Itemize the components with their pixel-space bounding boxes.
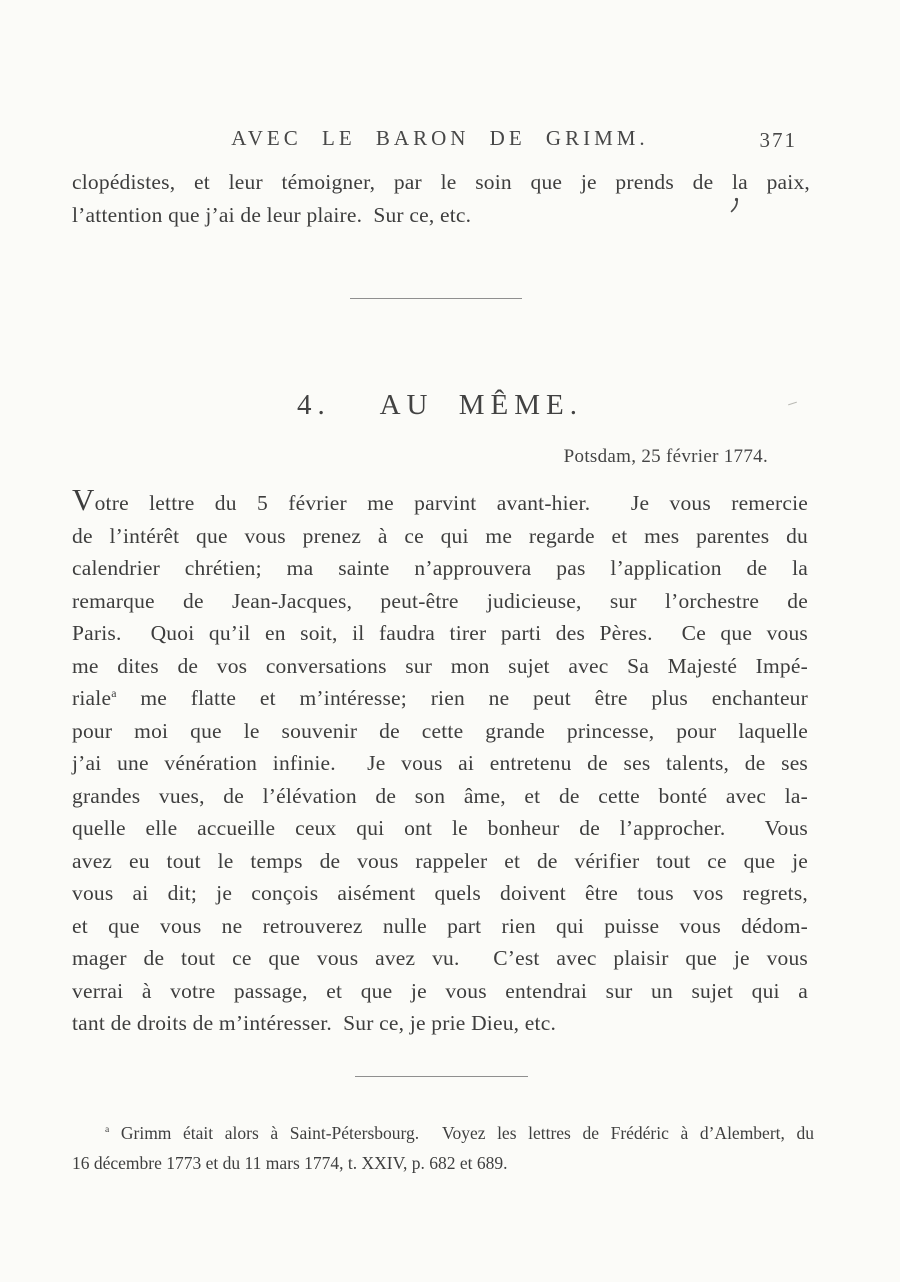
text-line: j’ai une vénération infinie. Je vous ai entretenu de ses talents, de ses — [72, 751, 808, 775]
letter-body — [72, 484, 808, 1040]
running-title: AVEC LE BARON DE GRIMM. — [231, 126, 649, 150]
letter-dateline: Potsdam, 25 février 1774. — [563, 446, 768, 467]
text-line: 16 décembre 1773 et du 11 mars 1774, t. XXIV, p. 682 et 689. — [72, 1153, 508, 1173]
text-line: verrai à votre passage, et que je vous entendrai sur un sujet qui a — [72, 978, 808, 1003]
text-line: mager de tout ce que vous avez vu. C’est avec plaisir que je vous — [72, 946, 808, 970]
footnote-divider — [355, 1076, 528, 1077]
text-line: Paris. Quoi qu’il en soit, il faudra tirer parti des Pères. Ce que vous — [72, 621, 808, 645]
text-line: Votre lettre du 5 février me parvint avant-hier. Je vous remercie — [72, 482, 808, 517]
text-line: clopédistes, et leur témoigner, par le soin que je prends de la paix, — [72, 170, 810, 194]
text-line: quelle elle accueille ceux qui ont le bonheur de l’approcher. Vous — [72, 816, 808, 840]
text-line: riale$^a$ me flatte et m’intéresse; rien ne peut être plus enchanteur — [72, 685, 808, 710]
text-line: avez eu tout le temps de vous rappeler et de vérifier tout ce que je — [72, 848, 808, 873]
text-line: me dites de vos conversations sur mon sujet avec Sa Majesté Impé- — [72, 653, 808, 678]
text-line: pour moi que le souvenir de cette grande princesse, pour laquelle — [72, 718, 808, 743]
page-number: 371 — [759, 128, 797, 152]
text-line: tant de droits de m’intéresser. Sur ce, je prie Dieu, etc. — [72, 1011, 557, 1035]
ink-speck — [729, 197, 740, 219]
text-line: l’attention que j’ai de leur plaire. Sur ce, etc. — [72, 203, 472, 227]
footnote-marker: a — [111, 685, 117, 700]
text-line: grandes vues, de l’élévation de son âme, et de cette bonté avec la- — [72, 783, 808, 808]
section-divider — [350, 298, 522, 299]
intro-paragraph — [72, 166, 810, 232]
footnote-marker: a — [105, 1124, 110, 1136]
text-line: $^a$ Grimm était alors à Saint-Pétersbourg. Voyez les lettres de Frédéric à d’Alembert, du — [105, 1123, 814, 1143]
text-line: et que vous ne retrouverez nulle part rien qui puisse vous dédom- — [72, 913, 808, 938]
letter-heading: 4. AU MÊME. — [296, 389, 584, 421]
ink-speck-shape — [729, 197, 740, 214]
text-line: vous ai dit; je conçois aisément quels doivent être tous vos regrets, — [72, 881, 808, 905]
text-line: de l’intérêt que vous prenez à ce qui me regarde et mes parentes du — [72, 523, 808, 548]
text-line: calendrier chrétien; ma sainte n’approuvera pas l’application de la — [72, 556, 808, 580]
footnote — [72, 1118, 814, 1178]
text-line: remarque de Jean-Jacques, peut-être judicieuse, sur l’orchestre de — [72, 588, 808, 613]
